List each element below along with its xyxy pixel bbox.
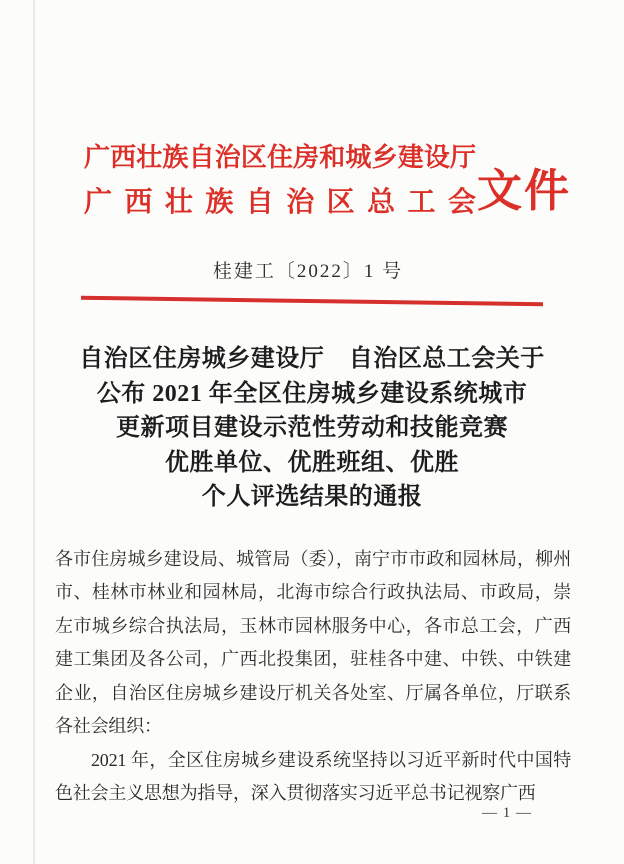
title-line-3: 更新项目建设示范性劳动和技能竞赛 bbox=[116, 415, 508, 441]
title-line-5: 个人评选结果的通报 bbox=[201, 484, 423, 510]
title-line-1: 自治区住房城乡建设厅 自治区总工会关于 bbox=[79, 346, 545, 372]
agency-name-line2: 广西壮族自治区总工会 bbox=[84, 187, 476, 218]
addressee-paragraph: 各市住房城乡建设局、城管局（委），南宁市市政和园林局，柳州市、桂林市林业和园林局，北海市综合行政执法局、市政局，崇左市城乡综合执法局，玉林市园林服务中心，各市总工会，广西建工集团及各公司，广西北投集团，驻桂各中建、中铁、中铁建企业，自治区住房城乡建设厅机关各处室、厅属各单位，厅联系各社会组织： bbox=[55, 548, 571, 736]
doc-type-label: 文件 bbox=[477, 165, 572, 216]
agency-name-line1: 广西壮族自治区住房和城乡建设厅 bbox=[84, 143, 476, 172]
red-separator-line bbox=[81, 296, 543, 306]
document-number: 桂建工〔2022〕1 号 bbox=[212, 261, 404, 282]
letterhead bbox=[84, 135, 624, 225]
document-title bbox=[0, 342, 624, 515]
title-line-2: 公布 2021 年全区住房城乡建设系统城市 bbox=[96, 380, 528, 407]
title-line-4: 优胜单位、优胜班组、优胜 bbox=[165, 449, 459, 476]
agency-names bbox=[84, 135, 476, 225]
scan-edge-shadow bbox=[33, 0, 35, 864]
body-paragraph-1: 2021 年，全区住房城乡建设系统坚持以习近平新时代中国特色社会主义思想为指导，深入贯彻落实习近平总书记视察广西 bbox=[55, 749, 571, 803]
page-number: — 1 — bbox=[482, 805, 532, 821]
document-body bbox=[55, 543, 571, 811]
